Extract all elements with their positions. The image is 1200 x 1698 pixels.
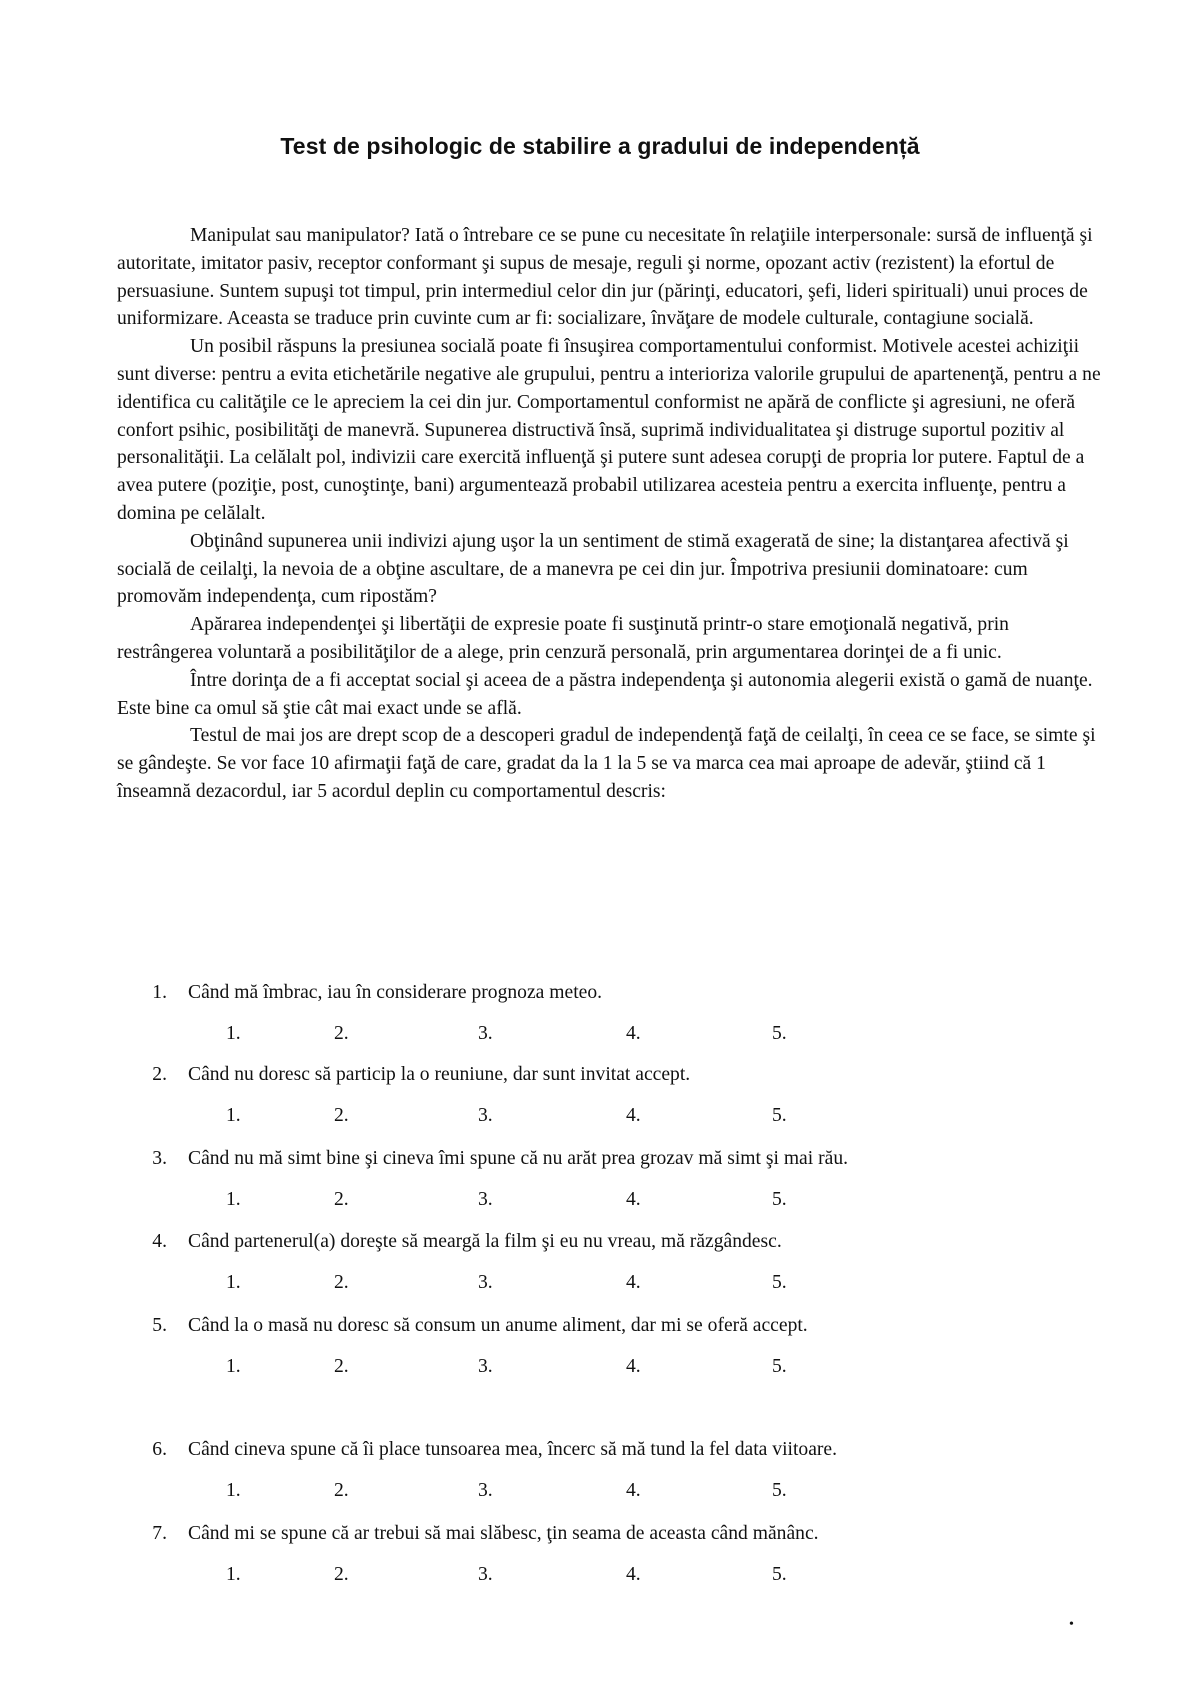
scale-option-2[interactable]: 2.	[334, 1356, 349, 1377]
paragraph-2: Un posibil răspuns la presiunea socială poate fi însuşirea comportamentului conformist. Motivele acestei achiziţii sunt diverse: pentru a evita etichetările negative ale grupului, pentru a interioriza valorile grupului de apartenenţă, pentru a ne identifica cu calităţile ce le apreciem la cei din jur. Comportamentul conformist ne apără de conflicte şi agresiuni, ne oferă confort psihic, posibilităţi de manevră. Supunerea distructivă însă, suprimă individualitatea şi distruge suportul pozitiv al personalităţii. La celălalt pol, indivizii care exercită influenţă şi putere sunt adesea corupţi de propria lor putere. Faptul de a avea putere (poziţie, post, cunoştinţe, bani) argumentează probabil utilizarea acesteia pentru a exercita influenţe, pentru a domina pe celălalt.	[117, 336, 1101, 524]
scale-option-3[interactable]: 3.	[478, 1189, 493, 1210]
paragraph-3: Obţinând supunerea unii indivizi ajung uşor la un sentiment de stimă exagerată de sine; la distanţarea afectivă şi socială de ceilalţi, la nevoia de a obţine ascultare, de a manevra pe cei din jur. Împotriva presiunii dominatoare: cum promovăm independenţa, cum ripostăm?	[117, 530, 1069, 608]
scale-option-4[interactable]: 4.	[626, 1105, 641, 1126]
scale-option-1[interactable]: 1.	[226, 1272, 241, 1293]
rating-scale	[0, 1478, 1200, 1504]
question-number: 5.	[152, 1315, 167, 1336]
scale-option-1[interactable]: 1.	[226, 1023, 241, 1044]
question-statement: Când nu mă simt bine şi cineva îmi spune că nu arăt prea grozav mă simt şi mai rău.	[188, 1148, 849, 1169]
scale-option-1[interactable]: 1.	[226, 1356, 241, 1377]
scale-option-4[interactable]: 4.	[626, 1023, 641, 1044]
question-statement: Când partenerul(a) doreşte să meargă la film şi eu nu vreau, mă răzgândesc.	[188, 1231, 782, 1252]
question-statement: Când nu doresc să particip la o reuniune, dar sunt invitat accept.	[188, 1064, 691, 1085]
rating-scale	[0, 1270, 1200, 1296]
question-number: 1.	[152, 982, 167, 1003]
question-statement: Când la o masă nu doresc să consum un anume aliment, dar mi se oferă accept.	[188, 1315, 808, 1336]
scale-option-2[interactable]: 2.	[334, 1480, 349, 1501]
rating-scale	[0, 1562, 1200, 1588]
question-number: 4.	[152, 1231, 167, 1252]
question-statement: Când mi se spune că ar trebui să mai slăbesc, ţin seama de aceasta când mănânc.	[188, 1523, 819, 1544]
scale-option-5[interactable]: 5.	[772, 1189, 787, 1210]
scale-option-5[interactable]: 5.	[772, 1564, 787, 1585]
scale-option-4[interactable]: 4.	[626, 1480, 641, 1501]
paragraph-5: Între dorinţa de a fi acceptat social şi aceea de a păstra independenţa şi autonomia alegerii există o gamă de nuanţe. Este bine ca omul să ştie cât mai exact unde se află.	[117, 669, 1093, 719]
scale-option-1[interactable]: 1.	[226, 1480, 241, 1501]
question-statement: Când cineva spune că îi place tunsoarea mea, încerc să mă tund la fel data viitoare.	[188, 1439, 838, 1460]
scale-option-4[interactable]: 4.	[626, 1189, 641, 1210]
scale-option-4[interactable]: 4.	[626, 1272, 641, 1293]
question-number: 7.	[152, 1523, 167, 1544]
scale-option-1[interactable]: 1.	[226, 1105, 241, 1126]
page-mark: •	[1069, 1617, 1074, 1632]
scale-option-3[interactable]: 3.	[478, 1272, 493, 1293]
scale-option-5[interactable]: 5.	[772, 1356, 787, 1377]
scale-option-2[interactable]: 2.	[334, 1105, 349, 1126]
scale-option-2[interactable]: 2.	[334, 1564, 349, 1585]
scale-option-1[interactable]: 1.	[226, 1564, 241, 1585]
rating-scale	[0, 1103, 1200, 1129]
scale-option-2[interactable]: 2.	[334, 1023, 349, 1044]
scale-option-2[interactable]: 2.	[334, 1189, 349, 1210]
scale-option-5[interactable]: 5.	[772, 1480, 787, 1501]
scale-option-3[interactable]: 3.	[478, 1356, 493, 1377]
scale-option-5[interactable]: 5.	[772, 1272, 787, 1293]
scale-option-5[interactable]: 5.	[772, 1105, 787, 1126]
scale-option-3[interactable]: 3.	[478, 1480, 493, 1501]
rating-scale	[0, 1354, 1200, 1380]
scale-option-2[interactable]: 2.	[334, 1272, 349, 1293]
rating-scale	[0, 1187, 1200, 1213]
question-statement: Când mă îmbrac, iau în considerare prognoza meteo.	[188, 982, 603, 1003]
scale-option-4[interactable]: 4.	[626, 1564, 641, 1585]
scale-option-5[interactable]: 5.	[772, 1023, 787, 1044]
scale-option-4[interactable]: 4.	[626, 1356, 641, 1377]
question-number: 6.	[152, 1439, 167, 1460]
question-number: 3.	[152, 1148, 167, 1169]
scale-option-3[interactable]: 3.	[478, 1564, 493, 1585]
document-title: Test de psihologic de stabilire a gradului de independență	[280, 133, 920, 159]
question-number: 2.	[152, 1064, 167, 1085]
scale-option-1[interactable]: 1.	[226, 1189, 241, 1210]
paragraph-1: Manipulat sau manipulator? Iată o întrebare ce se pune cu necesitate în relaţiile interpersonale: sursă de influenţă şi autoritate, imitator pasiv, receptor conformant şi supus de mesaje, reguli şi norme, opozant activ (rezistent) la efortul de persuasiune. Suntem supuşi tot timpul, prin intermediul celor din jur (părinţi, educatori, şefi, lideri spirituali) unui proces de uniformizare. Aceasta se traduce prin cuvinte cum ar fi: socializare, învăţare de modele culturale, contagiune socială.	[117, 225, 1093, 330]
paragraph-4: Apărarea independenţei şi libertăţii de expresie poate fi susţinută printr-o stare emoţională negativă, prin restrângerea voluntară a posibilităţilor de a alege, prin cenzură personală, prin argumentarea dorinţei de a fi unic.	[117, 614, 1009, 663]
rating-scale	[0, 1021, 1200, 1047]
scale-option-3[interactable]: 3.	[478, 1105, 493, 1126]
scale-option-3[interactable]: 3.	[478, 1023, 493, 1044]
paragraph-6: Testul de mai jos are drept scop de a descoperi gradul de independenţă faţă de ceilalţi, în ceea ce se face, se simte şi se gândeşte. Se vor face 10 afirmaţii faţă de care, gradat da la 1 la 5 se va marca cea mai aproape de adevăr, ştiind că 1 înseamnă dezacordul, iar 5 acordul deplin cu comportamentul descris:	[117, 725, 1096, 802]
